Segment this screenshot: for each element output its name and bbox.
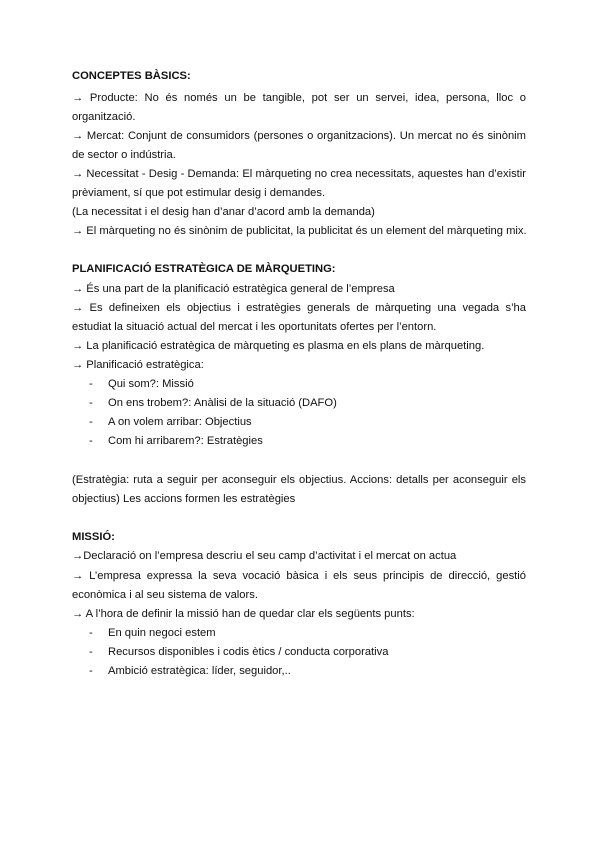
paragraph-publicitat: → El màrqueting no és sinònim de publicitat, la publicitat és un element del màrqueting mix.: [72, 225, 527, 237]
list-item-text: Qui som?: Missió: [108, 378, 194, 390]
paragraph-necessitat: → Necessitat - Desig - Demanda: El màrqueting no crea necessitats, aquestes han d’existir prèviament, sí que pot estimular desig i demandes.: [72, 168, 526, 199]
bullet-dash: -: [89, 646, 93, 658]
list-item: [72, 643, 388, 662]
bullet-dash: -: [89, 435, 93, 447]
paragraph-definir-missio: → A l’hora de definir la missió han de quedar clar els següents punts:: [72, 608, 415, 620]
list-item-text: En quin negoci estem: [108, 627, 216, 639]
bullet-dash: -: [89, 378, 93, 390]
section-heading-missio: MISSIÓ:: [72, 531, 115, 543]
bullet-dash: -: [89, 627, 93, 639]
paragraph-estrategia-note: (Estratègia: ruta a seguir per aconseguir els objectius. Accions: detalls per aconseguir els objectius) Les accions formen les estratègies: [72, 474, 526, 505]
section-heading-planificacio: PLANIFICACIÓ ESTRATÈGICA DE MÀRQUETING:: [72, 263, 336, 275]
section-heading-conceptes-basics: CONCEPTES BÀSICS:: [72, 70, 191, 82]
list-item: [72, 662, 388, 681]
paragraph-mercat: → Mercat: Conjunt de consumidors (persones o organitzacions). Un mercat no és sinònim de sector o indústria.: [72, 130, 526, 161]
missio-bullet-list: [72, 624, 388, 681]
planificacio-bullet-list: [72, 375, 337, 451]
list-item: [72, 624, 388, 643]
paragraph-objectius: → Es defineixen els objectius i estratègies generals de màrqueting una vegada s’ha estudiat la situació actual del mercat i les oportunitats ofertes per l’entorn.: [72, 302, 526, 333]
list-item-text: On ens trobem?: Anàlisi de la situació (DAFO): [108, 397, 337, 409]
paragraph-necessitat-note: (La necessitat i el desig han d’anar d’acord amb la demanda): [72, 206, 375, 218]
bullet-dash: -: [89, 397, 93, 409]
list-item: [72, 375, 337, 394]
paragraph-part-planificacio: → És una part de la planificació estratègica general de l’empresa: [72, 283, 395, 295]
list-item: [72, 432, 337, 451]
paragraph-producte: → Producte: No és només un be tangible, pot ser un servei, idea, persona, lloc o organització.: [72, 92, 526, 123]
list-item-text: Ambició estratègica: líder, seguidor,..: [108, 665, 291, 677]
list-item: [72, 394, 337, 413]
list-item-text: Recursos disponibles i codis ètics / conducta corporativa: [108, 646, 389, 658]
list-item-text: Com hi arribarem?: Estratègies: [108, 435, 263, 447]
paragraph-declaracio: →Declaració on l’empresa descriu el seu camp d’activitat i el mercat on actua: [72, 550, 457, 562]
list-item: [72, 413, 337, 432]
bullet-dash: -: [89, 665, 93, 677]
list-item-text: A on volem arribar: Objectius: [108, 416, 252, 428]
paragraph-vocacio: → L’empresa expressa la seva vocació bàsica i els seus principis de direcció, gestió econòmica i al seu sistema de valors.: [72, 570, 526, 601]
bullet-dash: -: [89, 416, 93, 428]
paragraph-planificacio-estrategica: → Planificació estratègica:: [72, 359, 204, 371]
paragraph-plans: → La planificació estratègica de màrqueting es plasma en els plans de màrqueting.: [72, 340, 485, 352]
